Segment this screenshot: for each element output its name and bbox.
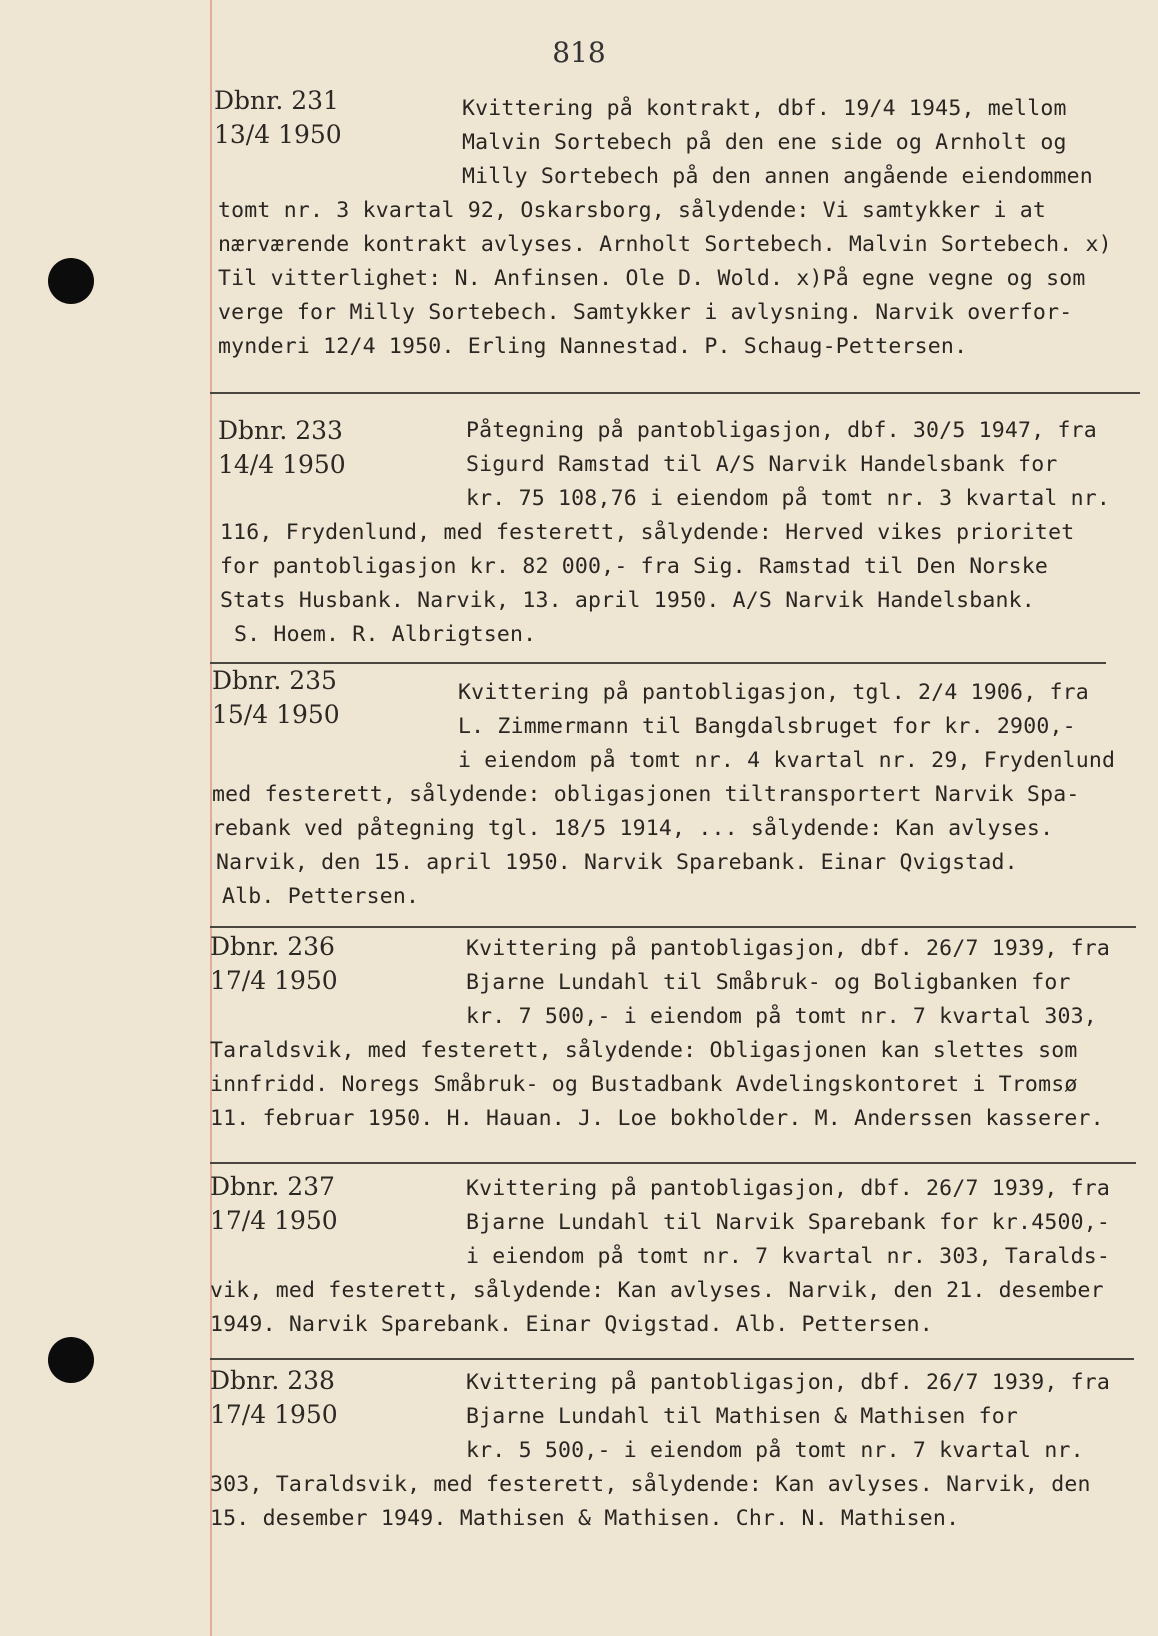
- entry-divider: [210, 1162, 1136, 1164]
- entry-text-line: Kvittering på kontrakt, dbf. 19/4 1945, mellom: [462, 96, 1067, 121]
- entry-text-line: innfridd. Noregs Småbruk- og Bustadbank Avdelingskontoret i Tromsø: [210, 1072, 1078, 1097]
- entry-text-line: i eiendom på tomt nr. 4 kvartal nr. 29, Frydenlund: [458, 748, 1116, 773]
- entry-dbnr: Dbnr. 237: [210, 1172, 335, 1201]
- entry-text-line: 11. februar 1950. H. Hauan. J. Loe bokholder. M. Anderssen kasserer.: [210, 1106, 1104, 1131]
- entry-dbnr: Dbnr. 235: [212, 666, 337, 695]
- entry-text-line: vik, med festerett, sålydende: Kan avlyses. Narvik, den 21. desember: [210, 1278, 1104, 1303]
- entry-text-line: kr. 75 108,76 i eiendom på tomt nr. 3 kvartal nr.: [466, 486, 1111, 511]
- entry-dbnr: Dbnr. 238: [210, 1366, 335, 1395]
- entry-text-line: rebank ved påtegning tgl. 18/5 1914, ... sålydende: Kan avlyses.: [212, 816, 1054, 841]
- entry-text-line: 1949. Narvik Sparebank. Einar Qvigstad. Alb. Pettersen.: [210, 1312, 933, 1337]
- entry-text-line: Bjarne Lundahl til Småbruk- og Boligbanken for: [466, 970, 1071, 995]
- entry-text-line: Kvittering på pantobligasjon, tgl. 2/4 1906, fra: [458, 680, 1089, 705]
- punch-hole: [48, 258, 94, 304]
- entry-text-line: Milly Sortebech på den annen angående eiendommen: [462, 164, 1093, 189]
- entry-date: 13/4 1950: [214, 120, 342, 149]
- entry-text-line: Narvik, den 15. april 1950. Narvik Sparebank. Einar Qvigstad.: [216, 850, 1018, 875]
- entry-text-line: tomt nr. 3 kvartal 92, Oskarsborg, sålydende: Vi samtykker i at: [218, 198, 1047, 223]
- entry-text-line: 303, Taraldsvik, med festerett, sålydende: Kan avlyses. Narvik, den: [210, 1472, 1091, 1497]
- entry-text-line: Taraldsvik, med festerett, sålydende: Obligasjonen kan slettes som: [210, 1038, 1078, 1063]
- entry-text-line: L. Zimmermann til Bangdalsbruget for kr. 2900,-: [458, 714, 1076, 739]
- entry-text-line: Til vitterlighet: N. Anfinsen. Ole D. Wold. x)På egne vegne og som: [218, 266, 1086, 291]
- entry-dbnr: Dbnr. 233: [218, 416, 343, 445]
- entry-text-line: Bjarne Lundahl til Mathisen & Mathisen for: [466, 1404, 1019, 1429]
- entry-dbnr: Dbnr. 231: [214, 86, 339, 115]
- entry-text-line: S. Hoem. R. Albrigtsen.: [234, 622, 537, 647]
- entry-date: 17/4 1950: [210, 966, 338, 995]
- entry-text-line: Stats Husbank. Narvik, 13. april 1950. A/S Narvik Handelsbank.: [220, 588, 1035, 613]
- entry-divider: [210, 1358, 1134, 1360]
- entry-text-line: Alb. Pettersen.: [222, 884, 420, 909]
- punch-hole: [48, 1337, 94, 1383]
- entry-text-line: Malvin Sortebech på den ene side og Arnholt og: [462, 130, 1067, 155]
- entry-date: 15/4 1950: [212, 700, 340, 729]
- entry-text-line: mynderi 12/4 1950. Erling Nannestad. P. Schaug-Pettersen.: [218, 334, 968, 359]
- entry-dbnr: Dbnr. 236: [210, 932, 335, 961]
- entry-date: 17/4 1950: [210, 1400, 338, 1429]
- entry-date: 14/4 1950: [218, 450, 346, 479]
- entry-text-line: Kvittering på pantobligasjon, dbf. 26/7 1939, fra: [466, 936, 1111, 961]
- entry-text-line: for pantobligasjon kr. 82 000,- fra Sig. Ramstad til Den Norske: [220, 554, 1049, 579]
- entry-text-line: Kvittering på pantobligasjon, dbf. 26/7 1939, fra: [466, 1176, 1111, 1201]
- entry-divider: [210, 662, 1106, 664]
- entry-text-line: 116, Frydenlund, med festerett, sålydende: Herved vikes prioritet: [220, 520, 1075, 545]
- entry-text-line: kr. 5 500,- i eiendom på tomt nr. 7 kvartal nr.: [466, 1438, 1084, 1463]
- entry-text-line: i eiendom på tomt nr. 7 kvartal nr. 303, Taralds-: [466, 1244, 1111, 1269]
- entry-text-line: Bjarne Lundahl til Narvik Sparebank for kr.4500,-: [466, 1210, 1111, 1235]
- entry-text-line: kr. 7 500,- i eiendom på tomt nr. 7 kvartal 303,: [466, 1004, 1097, 1029]
- entry-date: 17/4 1950: [210, 1206, 338, 1235]
- entry-text-line: verge for Milly Sortebech. Samtykker i avlysning. Narvik overfor-: [218, 300, 1073, 325]
- entry-divider: [210, 392, 1140, 394]
- entry-text-line: Sigurd Ramstad til A/S Narvik Handelsbank for: [466, 452, 1058, 477]
- entry-divider: [210, 926, 1136, 928]
- entry-text-line: 15. desember 1949. Mathisen & Mathisen. Chr. N. Mathisen.: [210, 1506, 960, 1531]
- entry-text-line: Kvittering på pantobligasjon, dbf. 26/7 1939, fra: [466, 1370, 1111, 1395]
- entry-text-line: med festerett, sålydende: obligasjonen tiltransportert Narvik Spa-: [212, 782, 1080, 807]
- entry-text-line: nærværende kontrakt avlyses. Arnholt Sortebech. Malvin Sortebech. x): [218, 232, 1112, 257]
- page-number: 818: [552, 36, 606, 69]
- entry-text-line: Påtegning på pantobligasjon, dbf. 30/5 1947, fra: [466, 418, 1097, 443]
